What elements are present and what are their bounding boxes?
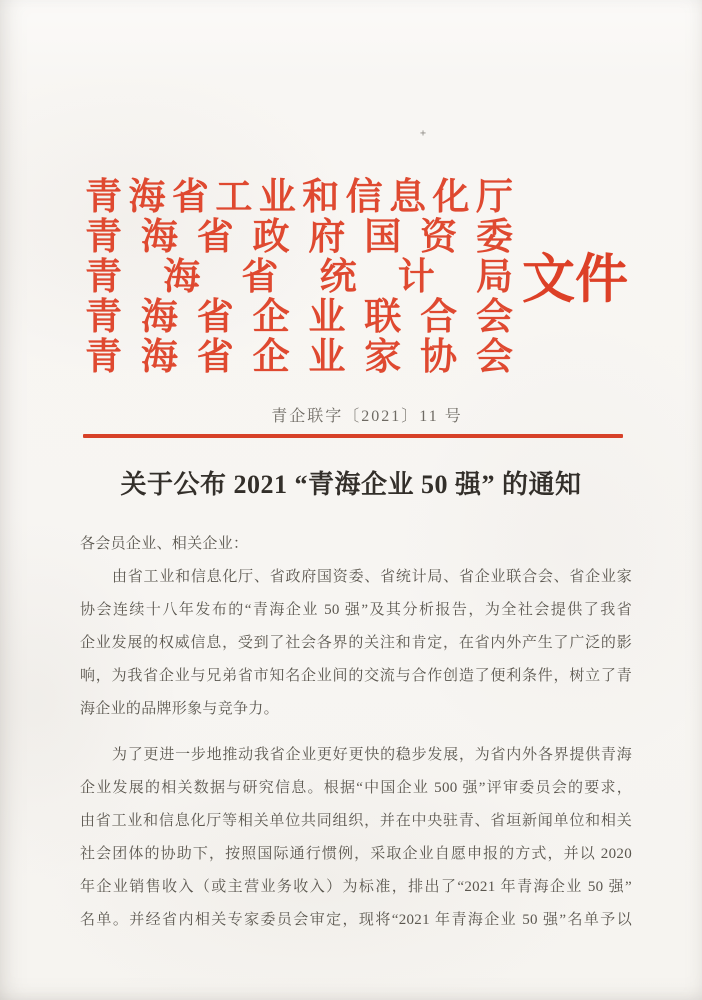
document-body xyxy=(80,528,632,937)
body-line: 年企业销售收入（或主营业务收入）为标准，排出了“2021 年青海企业 50 强” xyxy=(80,879,632,895)
paragraph-1 xyxy=(80,561,632,726)
document-number: 青企联字〔2021〕11 号 xyxy=(271,408,463,425)
body-line: 由省工业和信息化厅、省政府国资委、省统计局、省企业联合会、省企业家 xyxy=(112,569,632,585)
body-line: 海企业的品牌形象与竞争力。 xyxy=(80,701,279,717)
body-line: 名单。并经省内相关专家委员会审定，现将“2021 年青海企业 50 强”名单予以 xyxy=(80,912,632,928)
letterhead xyxy=(85,178,513,378)
letterhead-org-line-4: 青海省企业联合会 xyxy=(85,297,513,338)
paragraph-2 xyxy=(80,739,632,937)
body-line: 企业发展的相关数据与研究信息。根据“中国企业 500 强”评审委员会的要求， xyxy=(80,780,632,796)
letterhead-org-line-5: 青海省企业家协会 xyxy=(85,337,513,378)
scan-artifact-mark: + xyxy=(420,128,427,139)
body-line: 响，为我省企业与兄弟省市知名企业间的交流与合作创造了便利条件，树立了青 xyxy=(80,668,632,684)
body-line: 由省工业和信息化厅等相关单位共同组织，并在中央驻青、省垣新闻单位和相关 xyxy=(80,813,632,829)
letterhead-org-line-3: 青海省统计局 xyxy=(85,257,513,298)
letterhead-org-line-2: 青海省政府国资委 xyxy=(85,217,513,258)
body-line: 协会连续十八年发布的“青海企业 50 强”及其分析报告，为全社会提供了我省 xyxy=(80,602,632,618)
body-line: 企业发展的权威信息，受到了社会各界的关注和肯定，在省内外产生了广泛的影 xyxy=(80,635,632,651)
document-title: 关于公布 2021 “青海企业 50 强” 的通知 xyxy=(120,470,582,499)
body-line: 社会团体的协助下，按照国际通行惯例，采取企业自愿申报的方式，并以 2020 xyxy=(80,846,632,862)
red-divider-line xyxy=(83,434,623,438)
letterhead-document-word: 文件 xyxy=(522,251,628,309)
body-line: 为了更进一步地推动我省企业更好更快的稳步发展，为省内外各界提供青海 xyxy=(112,747,632,763)
salutation-line: 各会员企业、相关企业： xyxy=(80,536,249,552)
letterhead-org-line-1: 青海省工业和信息化厅 xyxy=(85,177,513,218)
